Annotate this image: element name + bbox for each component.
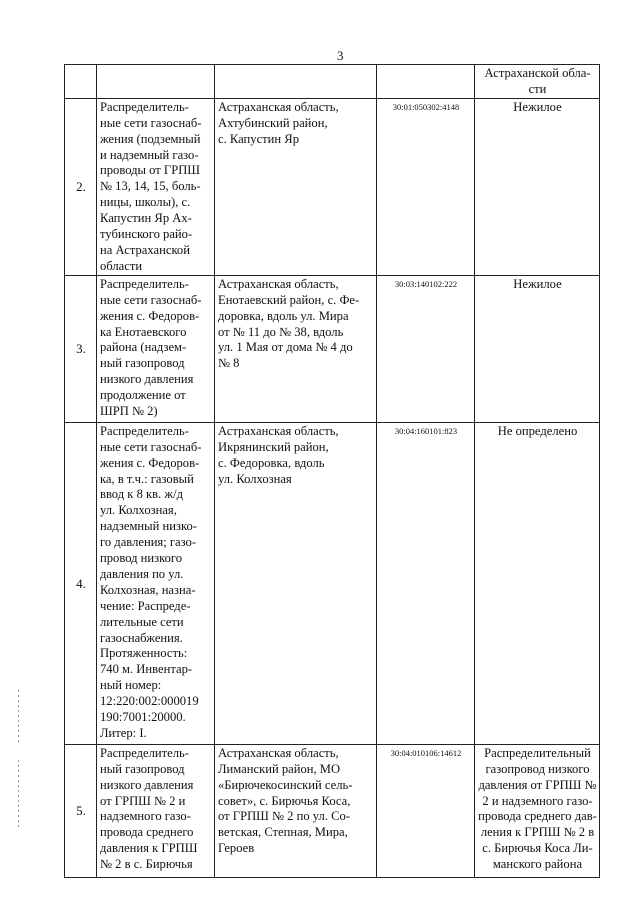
cell-description: Распределитель- ные сети газоснаб- жения (подземный и надземный газо- проводы от ГРПШ № 13, 14, 15, боль- ницы, школы), с. Капустин Яр Ах- тубинского райо- на Астраханской области [97, 98, 215, 275]
scan-margin-mark [18, 760, 19, 830]
page-number: 3 [337, 48, 344, 63]
table-row [65, 275, 600, 422]
cell-cadastral: 30:04:160101:823 [377, 422, 475, 744]
table-row [65, 98, 600, 275]
scan-margin-mark [18, 690, 19, 745]
cell-num: 4. [65, 422, 97, 744]
cell-cadastral: 30:03:140102:222 [377, 275, 475, 422]
cell-status: Нежилое [475, 98, 600, 275]
table-row [65, 744, 600, 877]
table-row [65, 422, 600, 744]
cell-status: Не определено [475, 422, 600, 744]
cell-cadastral: 30:01:050302:4148 [377, 98, 475, 275]
cell-status: Распределительный газопровод низкого давления от ГРПШ № 2 и надземного газо- провода среднего дав- ления к ГРПШ № 2 в с. Бирючья Коса Ли- манского района [475, 744, 600, 877]
cell-description: Распределитель- ные сети газоснаб- жения с. Федоров- ка Енотаевского района (надзем- ный газопровод низкого давления продолжение от ШРП № 2) [97, 275, 215, 422]
cell-description [97, 65, 215, 99]
cell-cadastral: 30:04:010106:14612 [377, 744, 475, 877]
cell-address: Астраханская область, Лиманский район, МО «Бирючекосинский сель- совет», с. Бирючья Коса, от ГРПШ № 2 по ул. Со- ветская, Степная, Мира, Героев [215, 744, 377, 877]
cell-num: 3. [65, 275, 97, 422]
cell-description: Распределитель- ные сети газоснаб- жения с. Федоров- ка, в т.ч.: газовый ввод к 8 кв. ж/д ул. Колхозная, надземный низко- го давления; газо- провод низкого давления по ул. Колхозная, назна- чение: Распреде- лительные сети газоснабжения. Протяженность: 740 м. Инвентар- ный номер: 12:220:002:000019 190:7001:20000. Литер: I. [97, 422, 215, 744]
cell-address: Астраханская область, Ахтубинский район, с. Капустин Яр [215, 98, 377, 275]
cell-num [65, 65, 97, 99]
cell-address: Астраханская область, Енотаевский район, с. Фе- доровка, вдоль ул. Мира от № 11 до № 38, вдоль ул. 1 Мая от дома № 4 до № 8 [215, 275, 377, 422]
property-table [64, 64, 600, 878]
cell-status: Нежилое [475, 275, 600, 422]
cell-address [215, 65, 377, 99]
cell-status: Астраханской обла- сти [475, 65, 600, 99]
cell-description: Распределитель- ный газопровод низкого давления от ГРПШ № 2 и надземного газо- провода среднего давления к ГРПШ № 2 в с. Бирючья [97, 744, 215, 877]
table-row [65, 65, 600, 99]
cell-num: 5. [65, 744, 97, 877]
cell-cadastral [377, 65, 475, 99]
cell-address: Астраханская область, Икрянинский район, с. Федоровка, вдоль ул. Колхозная [215, 422, 377, 744]
cell-num: 2. [65, 98, 97, 275]
